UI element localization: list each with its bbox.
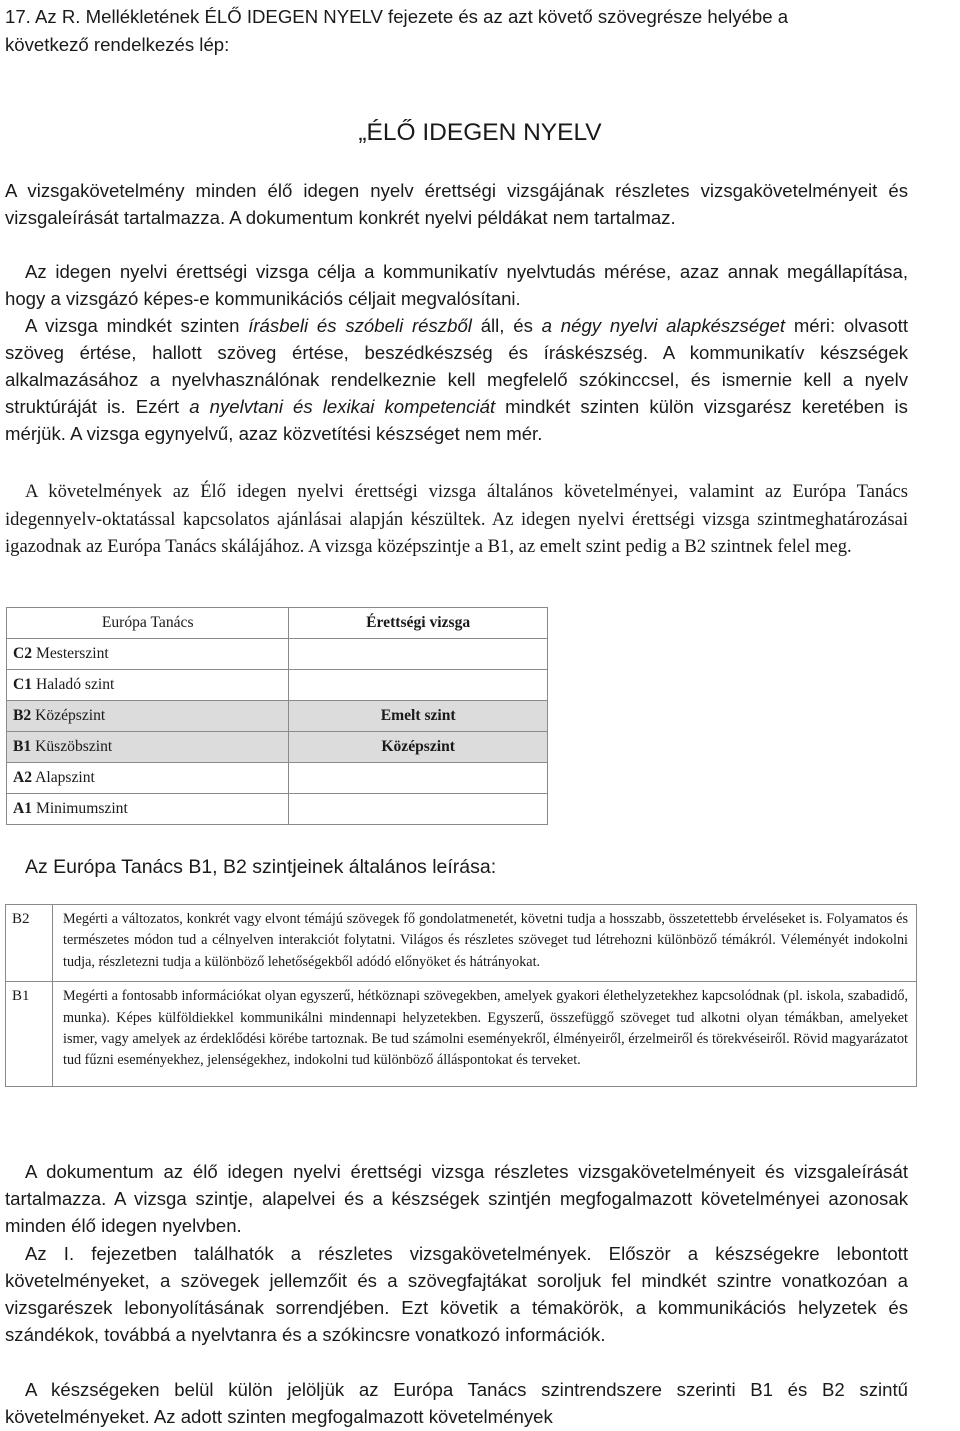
table-row: [6, 905, 917, 982]
level-header-europe: Európa Tanács: [7, 608, 289, 639]
level-code: A2: [13, 769, 33, 786]
level-cell: [7, 732, 289, 763]
requirements-paragraph: A követelmények az Élő idegen nyelvi érettségi vizsga általános követelményei, valamint az Európa Tanács idegennyelv-oktatással kapcsolatos ajánlásai alapján készültek. Az idegen nyelvi érettségi vizsga szintmeghatározásai igazodnak az Európa Tanács skálájához. A vizsga középszintje a B1, az emelt szint pedig a B2 szintnek felel meg.: [5, 481, 908, 557]
level-cell: [7, 794, 289, 825]
level-name: Minimumszint: [35, 800, 128, 817]
amendment-heading-line2: következő rendelkezés lép:: [5, 34, 230, 55]
level-table: [6, 607, 548, 825]
level-name: Haladó szint: [35, 676, 115, 693]
amendment-heading-line1: 17. Az R. Mellékletének ÉLŐ IDEGEN NYELV fejezete és az azt követő szövegrésze helyébe a: [5, 6, 789, 27]
table-row: [7, 639, 548, 670]
closing-paragraph-3: A készségeken belül külön jelöljük az Európa Tanács szintrendszere szerinti B1 és B2 szintű követelményeket. Az adott szinten megfogalmazott követelmények: [5, 1379, 908, 1427]
p3-text-b: áll, és: [471, 315, 542, 336]
level-table-header: [7, 608, 548, 639]
table-row: [7, 763, 548, 794]
p3-emphasis-1: írásbeli és szóbeli részből: [248, 315, 472, 336]
level-description-table: [5, 904, 917, 1087]
description-level: B1: [6, 982, 53, 1087]
exam-cell: [289, 763, 548, 794]
intro-paragraph-1: A vizsgakövetelmény minden élő idegen nyelv érettségi vizsgájának részletes vizsgakövetelményeit és vizsgaleírását tartalmazza. A dokumentum konkrét nyelvi példákat nem tartalmaz.: [5, 180, 908, 228]
table-row: [7, 670, 548, 701]
table-row: [7, 794, 548, 825]
level-header-exam: Érettségi vizsga: [289, 608, 548, 639]
level-code: B1: [13, 738, 32, 755]
exam-cell: [289, 670, 548, 701]
intro-paragraph-3: [5, 312, 908, 447]
closing-paragraph-2: Az I. fejezetben találhatók a részletes vizsgakövetelmények. Először a készségekre lebontott követelményeket, a szövegek jellemzőit és a szövegfajtákat soroljuk fel mindkét szintre vonatkozóan a vizsgarészek lebonyolításának sorrendjében. Ezt követik a témakörök, a kommunikációs helyzetek és szándékok, továbbá a nyelvtanra és a szókincsre vonatkozó információk.: [5, 1243, 908, 1345]
level-cell: [7, 701, 289, 732]
p3-emphasis-2: a négy nyelvi alapkészséget: [541, 315, 786, 336]
table-row: [7, 701, 548, 732]
p3-text-c: méri: olvasott szöveg értése, hallott szöveg értése, beszédkészség és íráskészség. A kommunikatív készségek alkalmazásához a nyelvhasználónak rendelkeznie kell megfelelő szókinccsel, és ismernie kell a nyelv struktúráját is. Ezért: [5, 315, 908, 417]
p3-text-a: A vizsga mindkét szinten: [25, 315, 249, 336]
level-cell: [7, 670, 289, 701]
level-code: A1: [13, 800, 33, 817]
description-text: Megérti a fontosabb információkat olyan egyszerű, hétköznapi szövegekben, amelyek gyakori élethelyzetekhez kapcsolódnak (pl. iskola, szabadidő, munka). Képes külföldiekkel kommunikálni mindennapi helyzetekben. Egyszerű, összefüggő szöveget tud alkotni olyan témákban, amelyeket ismer, vagy amelyek az érdeklődési körébe tartoznak. Be tud számolni eseményekről, élményeiről, érzelmeiről és törekvéseiről. Rövid magyarázatot tud fűzni eseményekhez, jelenségekhez, indokolni tud különböző álláspontokat és terveket.: [53, 982, 917, 1087]
level-name: Küszöbszint: [35, 738, 113, 755]
intro-paragraph-2: Az idegen nyelvi érettségi vizsga célja a kommunikatív nyelvtudás mérése, azaz annak megállapítása, hogy a vizsgázó képes-e kommunikációs céljait megvalósítani.: [5, 261, 908, 309]
level-name: Alapszint: [35, 769, 95, 786]
level-code: B2: [13, 707, 32, 724]
closing-paragraph-1: A dokumentum az élő idegen nyelvi érettségi vizsga részletes vizsgakövetelményeit és vizsgaleírását tartalmazza. A vizsga szintje, alapelvei és a készségek szintjén megfogalmazott követelményei azonosak minden élő idegen nyelvben.: [5, 1161, 908, 1236]
p3-emphasis-3: a nyelvtani és lexikai kompetenciát: [189, 396, 496, 417]
section-title: „ÉLŐ IDEGEN NYELV: [358, 119, 602, 146]
exam-cell: Középszint: [289, 732, 548, 763]
level-code: C2: [13, 645, 33, 662]
table-row: [7, 732, 548, 763]
description-heading: Az Európa Tanács B1, B2 szintjeinek általános leírása:: [25, 856, 497, 878]
level-name: Középszint: [35, 707, 106, 724]
description-level: B2: [6, 905, 53, 982]
level-code: C1: [13, 676, 33, 693]
exam-cell: [289, 639, 548, 670]
table-row: [6, 982, 917, 1087]
p3-text-d: mindkét szinten külön vizsgarész keretében is mérjük. A vizsga egynyelvű, azaz közvetítési készséget nem mér.: [5, 396, 908, 444]
exam-cell: [289, 794, 548, 825]
level-cell: [7, 639, 289, 670]
exam-cell: Emelt szint: [289, 701, 548, 732]
description-text: Megérti a változatos, konkrét vagy elvont témájú szövegek fő gondolatmenetét, követni tudja a hosszabb, összetettebb érveléseket is. Folyamatos és természetes módon tud a célnyelven interakciót folytatni. Világos és részletes szöveget tud létrehozni különböző témákról. Véleményét indokolni tudja, részletezni tudja a különböző lehetőségekből adódó előnyöket és hátrányokat.: [53, 905, 917, 982]
level-name: Mesterszint: [35, 645, 109, 662]
level-cell: [7, 763, 289, 794]
